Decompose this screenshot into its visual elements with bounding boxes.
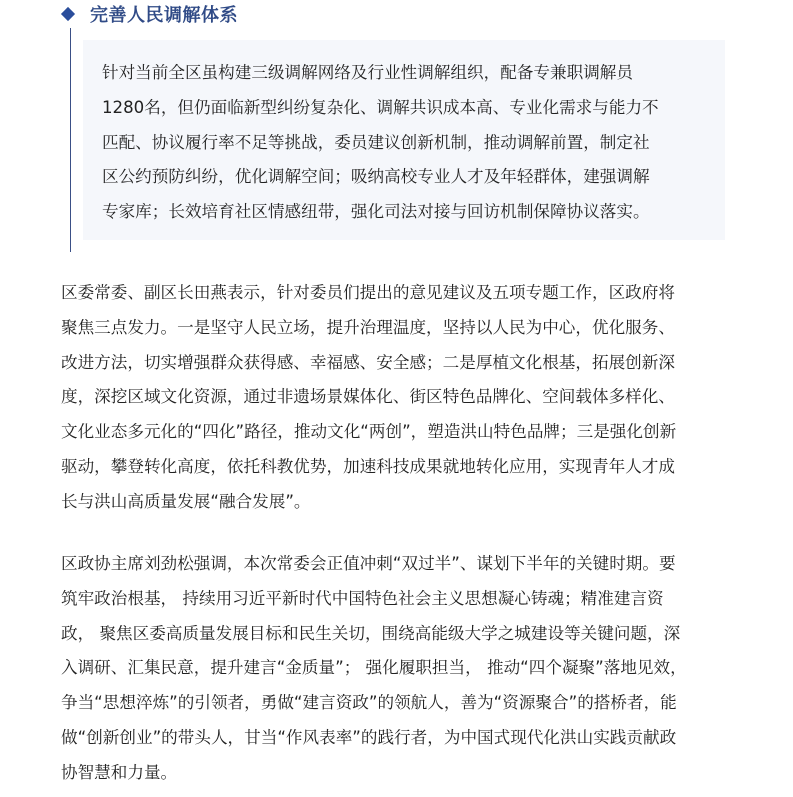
quote-line: 专家库；长效培育社区情感纽带，强化司法对接与回访机制保障协议落实。	[102, 202, 650, 222]
paragraph-line: 改进方法，切实增强群众获得感、幸福感、安全感；二是厚植文化根基，拓展创新深	[61, 352, 675, 372]
section-title: 完善人民调解体系	[90, 5, 238, 26]
quote-line: 针对当前全区虽构建三级调解网络及行业性调解组织，配备专兼职调解员	[102, 63, 633, 82]
paragraph-line: 协智慧和力量。	[61, 762, 178, 782]
paragraph-line: 争当“思想淬炼”的引领者，勇做“建言资政”的领航人，善为“资源聚合”的搭桥者，能	[61, 693, 677, 713]
paragraph-line: 入调研、汇集民意，提升建言“金质量”； 强化履职担当， 推动“四个凝聚”落地见效，	[61, 658, 687, 678]
quote-line: 匹配、协议履行率不足等挑战，委员建议创新机制，推动调解前置，制定社	[102, 132, 650, 152]
quote-text	[102, 56, 659, 230]
paragraph-liu-jinsong	[61, 547, 687, 791]
quote-box	[83, 40, 725, 240]
paragraph-tian-yan	[61, 276, 676, 520]
paragraph-line: 聚焦三点发力。一是坚守人民立场，提升治理温度，坚持以人民为中心，优化服务、	[61, 317, 675, 337]
paragraph-line: 驱动，攀登转化高度，依托科教优势，加速科技成果就地转化应用，实现青年人才成	[61, 456, 675, 476]
paragraph-line: 区政协主席刘劲松强调，本次常委会正值冲刺“双过半”、谋划下半年的关键时期。要	[61, 554, 676, 573]
section-diamond-icon	[61, 7, 75, 21]
quote-line: 1280名，但仍面临新型纠纷复杂化、调解共识成本高、专业化需求与能力不	[102, 97, 659, 117]
quote-line: 区公约预防纠纷，优化调解空间；吸纳高校专业人才及年轻群体，建强调解	[102, 167, 650, 187]
paragraph-line: 文化业态多元化的“四化”路径，推动文化“两创”，塑造洪山特色品牌；三是强化创新	[61, 422, 677, 442]
section-divider-line	[70, 28, 71, 252]
paragraph-line: 政， 聚焦区委高质量发展目标和民生关切，围绕高能级大学之城建设等关键问题，深	[61, 623, 681, 643]
paragraph-line: 筑牢政治根基， 持续用习近平新时代中国特色社会主义思想凝心铸魂；精准建言资	[61, 588, 664, 608]
paragraph-line: 做“创新创业”的带头人，甘当“作风表率”的践行者，为中国式现代化洪山实践贡献政	[61, 727, 677, 747]
paragraph-line: 度，深挖区域文化资源，通过非遗场景媒体化、街区特色品牌化、空间载体多样化、	[61, 387, 675, 407]
paragraph-line: 长与洪山高质量发展“融合发展”。	[61, 491, 311, 511]
paragraph-line: 区委常委、副区长田燕表示，针对委员们提出的意见建议及五项专题工作，区政府将	[61, 283, 675, 302]
